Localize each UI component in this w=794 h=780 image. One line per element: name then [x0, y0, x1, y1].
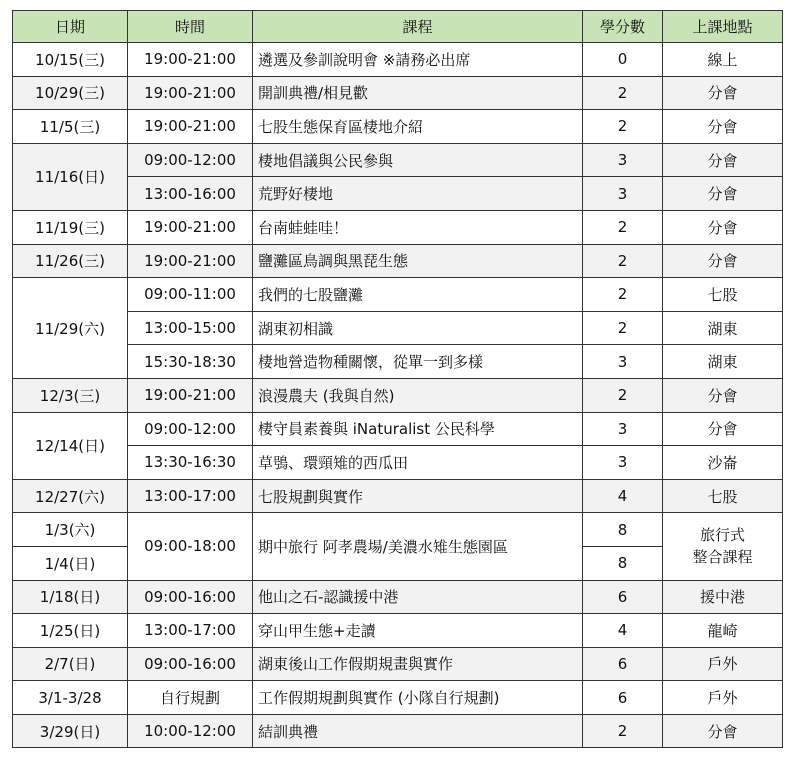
- location-line: 整合課程: [692, 548, 753, 567]
- course-cell: 我們的七股鹽灘: [253, 278, 583, 312]
- time-cell: 13:00-15:00: [128, 311, 253, 345]
- table-row: [13, 244, 783, 278]
- location-cell: [663, 513, 783, 580]
- date-cell: 12/27(六): [13, 479, 128, 513]
- date-cell: 3/1-3/28: [13, 681, 128, 715]
- course-cell: 他山之石-認識援中港: [253, 580, 583, 614]
- time-cell: 19:00-21:00: [128, 43, 253, 77]
- location-cell: 援中港: [663, 580, 783, 614]
- date-cell: 11/16(日): [13, 143, 128, 210]
- credits-cell: 2: [583, 244, 663, 278]
- credits-cell: 2: [583, 210, 663, 244]
- table-header-row: [13, 11, 783, 43]
- date-cell: 3/29(日): [13, 714, 128, 748]
- credits-cell: 4: [583, 479, 663, 513]
- schedule-table-container: [12, 10, 783, 748]
- course-cell: 穿山甲生態+走讀: [253, 614, 583, 648]
- location-cell: 湖東: [663, 345, 783, 379]
- location-cell: 戶外: [663, 681, 783, 715]
- location-cell: 分會: [663, 412, 783, 446]
- location-cell: 分會: [663, 244, 783, 278]
- header-credits: 學分數: [583, 11, 663, 43]
- date-cell: 11/5(三): [13, 110, 128, 144]
- time-cell: 13:30-16:30: [128, 446, 253, 480]
- table-row: [13, 110, 783, 144]
- time-cell: 10:00-12:00: [128, 714, 253, 748]
- credits-cell: 2: [583, 714, 663, 748]
- table-row: [13, 76, 783, 110]
- table-row: [13, 479, 783, 513]
- location-cell: 分會: [663, 210, 783, 244]
- course-cell: 七股生態保育區棲地介紹: [253, 110, 583, 144]
- date-cell: 11/29(六): [13, 278, 128, 379]
- credits-cell: 2: [583, 378, 663, 412]
- location-cell: 線上: [663, 43, 783, 77]
- course-schedule-table: [12, 10, 783, 748]
- location-cell: 沙崙: [663, 446, 783, 480]
- credits-cell: 3: [583, 143, 663, 177]
- credits-cell: 2: [583, 311, 663, 345]
- time-cell: 09:00-18:00: [128, 513, 253, 580]
- credits-cell: 2: [583, 110, 663, 144]
- table-row: [13, 177, 783, 211]
- date-cell: 12/14(日): [13, 412, 128, 479]
- time-cell: 19:00-21:00: [128, 110, 253, 144]
- time-cell: 19:00-21:00: [128, 244, 253, 278]
- course-cell: 期中旅行 阿孝農場/美濃水雉生態園區: [253, 513, 583, 580]
- time-cell: 09:00-16:00: [128, 580, 253, 614]
- course-cell: 棲守員素養與 iNaturalist 公民科學: [253, 412, 583, 446]
- credits-cell: 4: [583, 614, 663, 648]
- date-cell: 10/15(三): [13, 43, 128, 77]
- table-row: [13, 378, 783, 412]
- table-row: [13, 446, 783, 480]
- credits-cell: 2: [583, 278, 663, 312]
- date-cell: 2/7(日): [13, 647, 128, 681]
- location-cell: 戶外: [663, 647, 783, 681]
- course-cell: 開訓典禮/相見歡: [253, 76, 583, 110]
- table-row: [13, 580, 783, 614]
- date-cell: 1/18(日): [13, 580, 128, 614]
- time-cell: 自行規劃: [128, 681, 253, 715]
- time-cell: 13:00-17:00: [128, 614, 253, 648]
- date-cell: 10/29(三): [13, 76, 128, 110]
- course-cell: 棲地營造物種關懷，從單一到多樣: [253, 345, 583, 379]
- time-cell: 15:30-18:30: [128, 345, 253, 379]
- table-row: [13, 43, 783, 77]
- table-row: [13, 681, 783, 715]
- location-cell: 分會: [663, 110, 783, 144]
- time-cell: 19:00-21:00: [128, 76, 253, 110]
- table-row: [13, 614, 783, 648]
- location-cell: 分會: [663, 177, 783, 211]
- credits-cell: 6: [583, 647, 663, 681]
- course-cell: 工作假期規劃與實作 (小隊自行規劃): [253, 681, 583, 715]
- course-cell: 湖東後山工作假期規畫與實作: [253, 647, 583, 681]
- date-cell: 11/19(三): [13, 210, 128, 244]
- credits-cell: 6: [583, 681, 663, 715]
- time-cell: 09:00-12:00: [128, 143, 253, 177]
- credits-cell: 3: [583, 345, 663, 379]
- table-row: [13, 412, 783, 446]
- course-cell: 草鴞、環頸雉的西瓜田: [253, 446, 583, 480]
- time-cell: 19:00-21:00: [128, 210, 253, 244]
- location-line: 旅行式: [699, 526, 745, 545]
- table-row: [13, 513, 783, 547]
- course-cell: 荒野好棲地: [253, 177, 583, 211]
- course-cell: 浪漫農夫 (我與自然): [253, 378, 583, 412]
- header-date: 日期: [13, 11, 128, 43]
- date-cell: 1/4(日): [13, 546, 128, 580]
- course-cell: 七股規劃與實作: [253, 479, 583, 513]
- time-cell: 13:00-16:00: [128, 177, 253, 211]
- credits-cell: 3: [583, 412, 663, 446]
- date-cell: 11/26(三): [13, 244, 128, 278]
- time-cell: 13:00-17:00: [128, 479, 253, 513]
- time-cell: 09:00-16:00: [128, 647, 253, 681]
- course-cell: 棲地倡議與公民參與: [253, 143, 583, 177]
- time-cell: 19:00-21:00: [128, 378, 253, 412]
- header-course: 課程: [253, 11, 583, 43]
- header-time: 時間: [128, 11, 253, 43]
- table-row: [13, 647, 783, 681]
- table-row: [13, 143, 783, 177]
- course-cell: 台南蛙蛙哇！: [253, 210, 583, 244]
- location-cell: 龍崎: [663, 614, 783, 648]
- location-cell: 七股: [663, 479, 783, 513]
- header-location: 上課地點: [663, 11, 783, 43]
- table-row: [13, 714, 783, 748]
- time-cell: 09:00-12:00: [128, 412, 253, 446]
- location-cell: 分會: [663, 714, 783, 748]
- location-cell: 湖東: [663, 311, 783, 345]
- table-row: [13, 311, 783, 345]
- time-cell: 09:00-11:00: [128, 278, 253, 312]
- table-row: [13, 210, 783, 244]
- location-cell: 分會: [663, 76, 783, 110]
- credits-cell: 0: [583, 43, 663, 77]
- credits-cell: 2: [583, 76, 663, 110]
- location-cell: 七股: [663, 278, 783, 312]
- credits-cell: 8: [583, 513, 663, 547]
- credits-cell: 8: [583, 546, 663, 580]
- date-cell: 1/25(日): [13, 614, 128, 648]
- location-cell: 分會: [663, 143, 783, 177]
- location-cell: 分會: [663, 378, 783, 412]
- credits-cell: 3: [583, 177, 663, 211]
- table-row: [13, 278, 783, 312]
- course-cell: 鹽灘區鳥調與黑琵生態: [253, 244, 583, 278]
- course-cell: 結訓典禮: [253, 714, 583, 748]
- credits-cell: 3: [583, 446, 663, 480]
- credits-cell: 6: [583, 580, 663, 614]
- table-row: [13, 345, 783, 379]
- date-cell: 1/3(六): [13, 513, 128, 547]
- course-cell: 湖東初相識: [253, 311, 583, 345]
- date-cell: 12/3(三): [13, 378, 128, 412]
- course-cell: 遴選及參訓說明會 ※請務必出席: [253, 43, 583, 77]
